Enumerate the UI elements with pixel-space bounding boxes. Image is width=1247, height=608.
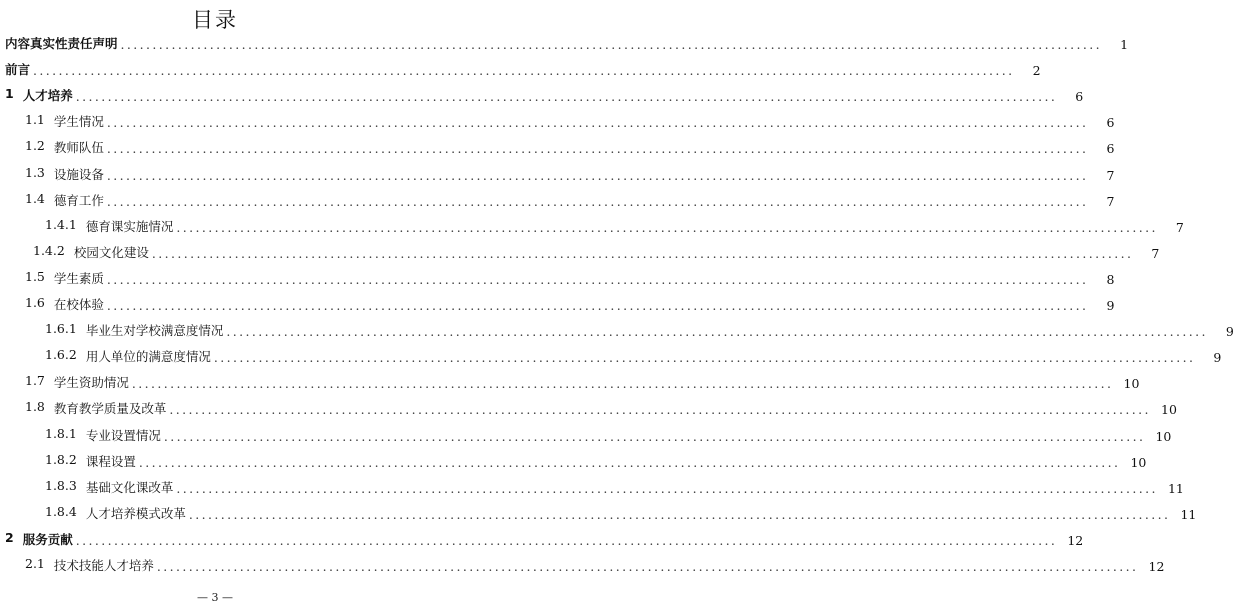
toc-entry[interactable]	[0, 367, 1140, 393]
toc-entry-title	[25, 556, 157, 574]
toc-entry[interactable]	[0, 263, 1115, 289]
toc-entry[interactable]	[0, 28, 1129, 54]
toc-entry-number: 1.8.3	[45, 477, 77, 493]
toc-entry-number: 1.2	[25, 138, 45, 154]
toc-entry-page: 9	[1213, 350, 1222, 366]
toc-entry-page: 7	[1175, 219, 1184, 235]
toc-entry-label: 教师队伍	[53, 140, 104, 156]
toc-leader-dots: ..........................................................................................................................................................	[176, 219, 1158, 235]
toc-leader-dots: ..........................................................................................................................................................	[106, 167, 1089, 183]
toc-entry-page: 9	[1225, 324, 1234, 340]
toc-entry-label: 基础文化课改革	[85, 479, 174, 495]
toc-entry-number: 2.1	[25, 555, 45, 571]
toc-entry-title	[25, 399, 169, 417]
toc-entry[interactable]	[0, 550, 1165, 576]
toc-entry-title	[25, 191, 107, 209]
toc-entry-label: 课程设置	[85, 453, 136, 469]
toc-entry[interactable]	[0, 54, 1041, 80]
toc-entry-number: 1.8	[25, 399, 45, 415]
toc-entry[interactable]	[0, 237, 1160, 263]
toc-leader-dots: ..........................................................................................................................................................	[106, 193, 1089, 209]
toc-leader-dots: ..........................................................................................................................................................	[106, 298, 1089, 314]
toc-entry[interactable]	[0, 185, 1115, 211]
toc-entry-page: 12	[1148, 558, 1165, 574]
toc-entry[interactable]	[0, 341, 1222, 367]
toc-entry-page: 1	[1120, 37, 1129, 53]
toc-entry[interactable]	[0, 211, 1184, 237]
toc-entry-title	[45, 478, 176, 496]
toc-leader-dots: ..........................................................................................................................................................	[106, 115, 1089, 131]
toc-entry-number: 1.6	[25, 295, 45, 311]
toc-leader-dots: ..........................................................................................................................................................	[156, 558, 1139, 574]
toc-leader-dots: ..........................................................................................................................................................	[33, 63, 1015, 79]
toc-entry-title	[45, 504, 189, 522]
toc-leader-dots: ..........................................................................................................................................................	[151, 245, 1134, 261]
toc-entry[interactable]	[0, 446, 1147, 472]
toc-entry-title	[25, 269, 107, 287]
toc-entry-page: 12	[1067, 532, 1084, 548]
toc-leader-dots: ..........................................................................................................................................................	[106, 141, 1089, 157]
toc-entry-label: 学生资助情况	[53, 375, 129, 391]
toc-leader-dots: ..........................................................................................................................................................	[138, 454, 1121, 470]
toc-entry-page: 10	[1155, 428, 1172, 444]
toc-entry-number: 1.8.1	[45, 425, 77, 441]
toc-entry-title	[45, 452, 139, 470]
toc-leader-dots: ..........................................................................................................................................................	[120, 37, 1103, 53]
toc-entry-page: 9	[1106, 298, 1115, 314]
toc-entry-number: 2	[5, 529, 14, 545]
toc-entry-number: 1.8.2	[45, 451, 77, 467]
toc-entry-title	[45, 321, 226, 339]
toc-entry-page: 11	[1167, 480, 1184, 496]
toc-entry-page: 10	[1130, 454, 1147, 470]
toc-leader-dots: ..........................................................................................................................................................	[75, 89, 1058, 105]
toc-entry-label: 德育工作	[53, 192, 104, 208]
toc-entry-label: 学生素质	[53, 270, 104, 286]
toc-entry[interactable]	[0, 80, 1084, 106]
toc-entry-page: 7	[1106, 193, 1115, 209]
toc-entry-label: 毕业生对学校满意度情况	[85, 323, 224, 339]
toc-entry-title	[5, 60, 33, 78]
toc-entry-page: 10	[1161, 402, 1177, 418]
toc-entry-page: 6	[1075, 89, 1084, 105]
toc-entry-title	[33, 243, 152, 261]
toc-entry-number: 1.1	[25, 112, 45, 128]
toc-entry[interactable]	[0, 524, 1084, 550]
toc-entry-number: 1.8.4	[45, 503, 77, 519]
toc-leader-dots: ..........................................................................................................................................................	[169, 402, 1151, 418]
toc-leader-dots: ..........................................................................................................................................................	[188, 506, 1171, 522]
toc-entry-page: 7	[1106, 167, 1115, 183]
toc-entry-number: 1.6.1	[45, 321, 77, 337]
toc-entry-page: 7	[1151, 245, 1160, 261]
toc-entry-number: 1	[5, 86, 14, 102]
toc-entry-label: 校园文化建设	[73, 244, 149, 260]
toc-entry-title	[25, 112, 107, 130]
toc-entry-number: 1.4	[25, 190, 45, 206]
table-of-contents	[0, 28, 1234, 576]
toc-leader-dots: ..........................................................................................................................................................	[131, 376, 1114, 392]
toc-entry-title	[5, 34, 121, 52]
toc-entry[interactable]	[0, 158, 1115, 184]
toc-entry-title	[5, 86, 76, 104]
toc-leader-dots: ..........................................................................................................................................................	[226, 324, 1208, 340]
toc-entry-title	[45, 347, 214, 365]
toc-entry-title	[45, 217, 176, 235]
toc-entry-label: 教育教学质量及改革	[53, 401, 167, 417]
toc-entry-label: 设施设备	[53, 166, 104, 182]
toc-entry[interactable]	[0, 498, 1197, 524]
toc-leader-dots: ..........................................................................................................................................................	[213, 350, 1196, 366]
toc-entry-number: 1.6.2	[45, 347, 77, 363]
toc-entry[interactable]	[0, 106, 1115, 132]
toc-entry[interactable]	[0, 289, 1115, 315]
toc-entry-label: 人才培养模式改革	[85, 505, 186, 521]
toc-leader-dots: ..........................................................................................................................................................	[163, 428, 1146, 444]
toc-entry-label: 在校体验	[53, 297, 104, 313]
toc-entry[interactable]	[0, 315, 1234, 341]
toc-entry-title	[45, 426, 164, 444]
toc-entry-title	[5, 530, 76, 548]
toc-entry-page: 11	[1180, 506, 1197, 522]
toc-entry-page: 6	[1106, 141, 1115, 157]
toc-leader-dots: ..........................................................................................................................................................	[176, 480, 1158, 496]
toc-entry-number: 1.4.2	[33, 242, 65, 258]
toc-entry-label: 服务贡献	[22, 531, 73, 547]
page-number: — 3 —	[197, 591, 233, 604]
toc-entry[interactable]	[0, 419, 1172, 445]
toc-leader-dots: ..........................................................................................................................................................	[106, 271, 1089, 287]
page-title: 目录	[192, 8, 238, 32]
toc-leader-dots: ..........................................................................................................................................................	[75, 532, 1058, 548]
toc-entry-label: 前言	[5, 62, 31, 78]
toc-entry-page: 10	[1123, 376, 1140, 392]
toc-entry-label: 技术技能人才培养	[53, 557, 154, 573]
toc-entry[interactable]	[0, 393, 1177, 419]
toc-entry-title	[25, 295, 107, 313]
toc-entry-number: 1.7	[25, 373, 45, 389]
toc-entry-label: 人才培养	[22, 88, 73, 104]
toc-entry-page: 8	[1106, 271, 1115, 287]
toc-entry-number: 1.5	[25, 268, 45, 284]
toc-entry-number: 1.4.1	[45, 216, 77, 232]
toc-entry[interactable]	[0, 472, 1184, 498]
toc-entry-title	[25, 138, 107, 156]
toc-entry-label: 内容真实性责任声明	[5, 36, 118, 52]
toc-entry-number: 1.3	[25, 164, 45, 180]
toc-entry-page: 6	[1106, 115, 1115, 131]
toc-entry-title	[25, 373, 132, 391]
toc-entry-page: 2	[1032, 63, 1041, 79]
toc-entry-label: 德育课实施情况	[85, 218, 174, 234]
toc-entry-label: 专业设置情况	[85, 427, 161, 443]
toc-entry-label: 用人单位的满意度情况	[85, 349, 211, 365]
toc-entry[interactable]	[0, 132, 1115, 158]
toc-entry-title	[25, 165, 107, 183]
toc-entry-label: 学生情况	[53, 114, 104, 130]
